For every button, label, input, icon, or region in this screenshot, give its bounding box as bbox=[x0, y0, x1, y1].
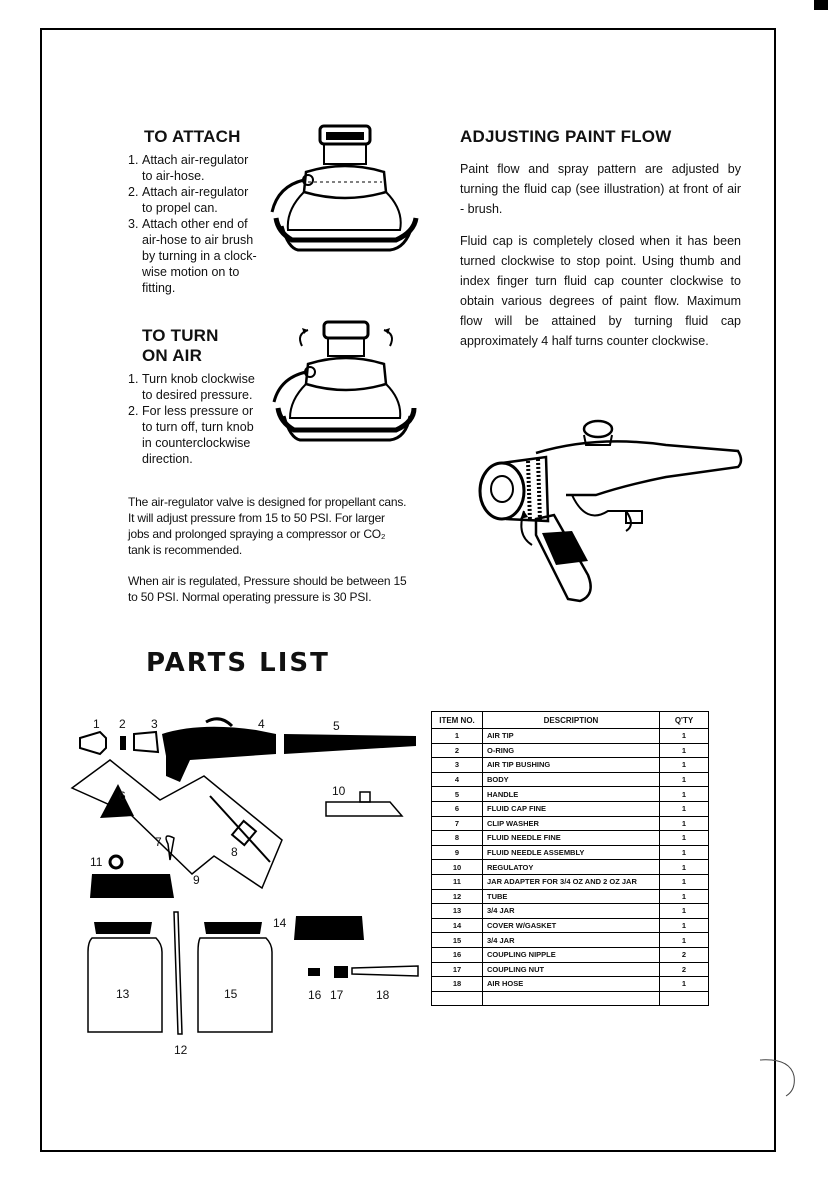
table-row bbox=[432, 831, 709, 846]
table-row bbox=[432, 889, 709, 904]
qty-cell: 1 bbox=[660, 758, 709, 773]
item-no-cell: 11 bbox=[432, 874, 483, 889]
description-cell: REGULATOY bbox=[483, 860, 660, 875]
table-row bbox=[432, 758, 709, 773]
turn-on-step: 1. Turn knob clockwise to desired pressure. bbox=[128, 372, 255, 402]
empty-cell bbox=[432, 991, 483, 1006]
table-row bbox=[432, 801, 709, 816]
description-cell: COVER W/GASKET bbox=[483, 918, 660, 933]
item-no-cell: 9 bbox=[432, 845, 483, 860]
item-no-cell: 13 bbox=[432, 904, 483, 919]
diagram-label: 1 bbox=[93, 717, 100, 731]
diagram-label: 17 bbox=[330, 988, 344, 1002]
diagram-label: 8 bbox=[231, 845, 238, 859]
turn-on-air-heading bbox=[142, 326, 219, 366]
qty-cell: 1 bbox=[660, 874, 709, 889]
diagram-label: 10 bbox=[332, 784, 346, 798]
attach-step: 3. Attach other end of air-hose to air brush by turning in a clock-wise motion on to fitting. bbox=[128, 217, 257, 295]
regulator-note-paragraph1: The air-regulator valve is designed for propellant cans. It will adjust pressure from 15 to 50 PSI. For larger jobs and prolonged spraying a compressor or CO₂ tank is recommended. bbox=[128, 495, 407, 557]
airbrush-fluid-cap-illustration bbox=[476, 415, 746, 605]
item-no-cell: 17 bbox=[432, 962, 483, 977]
parts-list-heading: PARTS LIST bbox=[146, 648, 330, 678]
qty-cell: 1 bbox=[660, 918, 709, 933]
description-cell: FLUID NEEDLE FINE bbox=[483, 831, 660, 846]
description-cell: FLUID CAP FINE bbox=[483, 801, 660, 816]
qty-cell: 1 bbox=[660, 816, 709, 831]
turn-on-title-line1: TO TURN bbox=[142, 326, 219, 345]
qty-cell: 1 bbox=[660, 889, 709, 904]
paint-flow-paragraph2: Fluid cap is completely closed when it has been turned clockwise to stop point. Using thumb and index finger turn fluid cap counter clockwise to obtain various degrees of paint flow. Maximum flow will be attained by turning fluid cap approximately 4 half turns counter clockwise. bbox=[460, 234, 741, 348]
qty-cell: 1 bbox=[660, 801, 709, 816]
description-cell: CLIP WASHER bbox=[483, 816, 660, 831]
diagram-label: 16 bbox=[308, 988, 322, 1002]
attach-steps bbox=[128, 152, 262, 296]
column-header-description: DESCRIPTION bbox=[483, 712, 660, 729]
attach-step: 1. Attach air-regulator to air-hose. bbox=[128, 153, 249, 183]
qty-cell: 2 bbox=[660, 947, 709, 962]
description-cell: COUPLING NIPPLE bbox=[483, 947, 660, 962]
item-no-cell: 12 bbox=[432, 889, 483, 904]
table-row bbox=[432, 845, 709, 860]
diagram-label: 5 bbox=[333, 719, 340, 733]
description-cell: BODY bbox=[483, 772, 660, 787]
qty-cell: 1 bbox=[660, 787, 709, 802]
table-row bbox=[432, 729, 709, 744]
table-row bbox=[432, 772, 709, 787]
empty-cell bbox=[660, 991, 709, 1006]
column-header-item-no: ITEM NO. bbox=[432, 712, 483, 729]
empty-cell bbox=[483, 991, 660, 1006]
item-no-cell: 16 bbox=[432, 947, 483, 962]
diagram-label: 12 bbox=[174, 1043, 188, 1057]
column-header-qty: Q'TY bbox=[660, 712, 709, 729]
diagram-label: 6 bbox=[119, 789, 126, 803]
parts-table-body bbox=[432, 729, 709, 1006]
table-row bbox=[432, 904, 709, 919]
table-row bbox=[432, 787, 709, 802]
regulator-attach-illustration bbox=[268, 120, 418, 270]
diagram-label: 14 bbox=[273, 916, 287, 930]
attach-step: 2. Attach air-regulator to propel can. bbox=[128, 185, 249, 215]
turn-on-steps bbox=[128, 371, 260, 467]
item-no-cell: 2 bbox=[432, 743, 483, 758]
qty-cell: 1 bbox=[660, 845, 709, 860]
description-cell: JAR ADAPTER FOR 3/4 OZ AND 2 OZ JAR bbox=[483, 874, 660, 889]
parts-table-header-row bbox=[432, 712, 709, 729]
regulator-turn-illustration bbox=[268, 316, 418, 466]
qty-cell: 1 bbox=[660, 831, 709, 846]
item-no-cell: 10 bbox=[432, 860, 483, 875]
item-no-cell: 14 bbox=[432, 918, 483, 933]
description-cell: HANDLE bbox=[483, 787, 660, 802]
regulator-note-paragraph2: When air is regulated, Pressure should be between 15 to 50 PSI. Normal operating pressure is 30 PSI. bbox=[128, 574, 407, 604]
table-row bbox=[432, 918, 709, 933]
qty-cell: 1 bbox=[660, 772, 709, 787]
item-no-cell: 18 bbox=[432, 977, 483, 992]
table-row bbox=[432, 860, 709, 875]
description-cell: FLUID NEEDLE ASSEMBLY bbox=[483, 845, 660, 860]
scan-corner-mark bbox=[814, 0, 828, 10]
description-cell: TUBE bbox=[483, 889, 660, 904]
item-no-cell: 15 bbox=[432, 933, 483, 948]
qty-cell: 1 bbox=[660, 904, 709, 919]
turn-on-step: 2. For less pressure or to turn off, turn knob in counterclockwise direction. bbox=[128, 404, 254, 466]
diagram-label: 7 bbox=[155, 835, 162, 849]
table-row bbox=[432, 947, 709, 962]
diagram-label: 3 bbox=[151, 717, 158, 731]
table-row bbox=[432, 816, 709, 831]
diagram-label: 13 bbox=[116, 987, 130, 1001]
description-cell: O-RING bbox=[483, 743, 660, 758]
description-cell: AIR HOSE bbox=[483, 977, 660, 992]
qty-cell: 1 bbox=[660, 860, 709, 875]
qty-cell: 1 bbox=[660, 977, 709, 992]
item-no-cell: 4 bbox=[432, 772, 483, 787]
description-cell: 3/4 JAR bbox=[483, 933, 660, 948]
table-row bbox=[432, 743, 709, 758]
table-row bbox=[432, 962, 709, 977]
table-row bbox=[432, 874, 709, 889]
description-cell: AIR TIP bbox=[483, 729, 660, 744]
qty-cell: 2 bbox=[660, 962, 709, 977]
diagram-label: 11 bbox=[90, 855, 103, 869]
description-cell: 3/4 JAR bbox=[483, 904, 660, 919]
scan-artifact-curve bbox=[760, 1058, 800, 1098]
turn-on-title-line2: ON AIR bbox=[142, 346, 203, 365]
description-cell: COUPLING NUT bbox=[483, 962, 660, 977]
qty-cell: 1 bbox=[660, 729, 709, 744]
item-no-cell: 1 bbox=[432, 729, 483, 744]
item-no-cell: 5 bbox=[432, 787, 483, 802]
paint-flow-heading: ADJUSTING PAINT FLOW bbox=[460, 127, 672, 146]
attach-heading: TO ATTACH bbox=[144, 127, 241, 146]
item-no-cell: 3 bbox=[432, 758, 483, 773]
diagram-label: 15 bbox=[224, 987, 238, 1001]
diagram-label: 18 bbox=[376, 988, 390, 1002]
table-row bbox=[432, 977, 709, 992]
paint-flow-paragraph1: Paint flow and spray pattern are adjusted by turning the fluid cap (see illustration) at front of air - brush. bbox=[460, 162, 741, 216]
parts-table bbox=[431, 711, 709, 1006]
diagram-label: 2 bbox=[119, 717, 126, 731]
table-row bbox=[432, 933, 709, 948]
qty-cell: 1 bbox=[660, 933, 709, 948]
item-no-cell: 8 bbox=[432, 831, 483, 846]
diagram-label: 9 bbox=[193, 873, 200, 887]
diagram-label: 4 bbox=[258, 717, 265, 731]
qty-cell: 1 bbox=[660, 743, 709, 758]
table-row-empty bbox=[432, 991, 709, 1006]
item-no-cell: 7 bbox=[432, 816, 483, 831]
description-cell: AIR TIP BUSHING bbox=[483, 758, 660, 773]
item-no-cell: 6 bbox=[432, 801, 483, 816]
